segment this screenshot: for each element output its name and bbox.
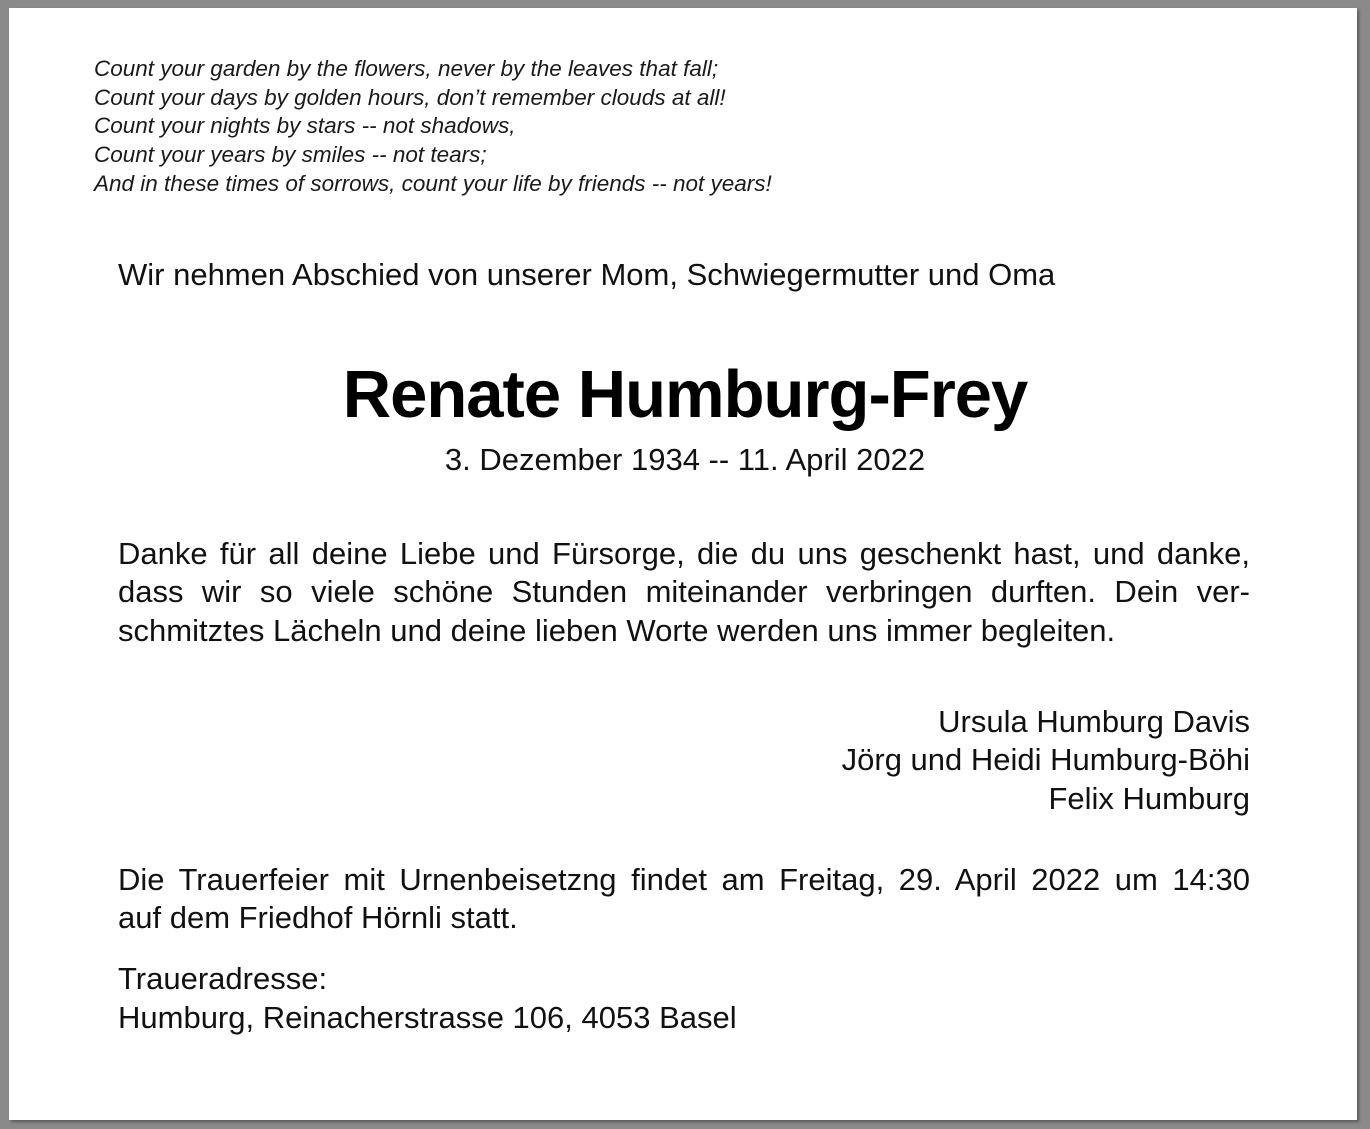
address-value: Humburg, Reinacherstrasse 106, 4053 Basel: [118, 1000, 737, 1035]
message-line: schmitztes Lächeln und deine lieben Worte werden uns immer begleiten.: [118, 612, 1116, 648]
message-line: Danke für all deine Liebe und Fürsorge, die du uns geschenkt hast, und danke,: [118, 536, 1250, 571]
intro-text: Wir nehmen Abschied von unserer Mom, Schwiegermutter und Oma: [118, 257, 1056, 292]
signer-name: Ursula Humburg Davis: [938, 704, 1250, 739]
deceased-name: Renate Humburg-Frey: [342, 357, 1028, 432]
signer-name: Felix Humburg: [1048, 780, 1250, 816]
farewell-message: [118, 535, 1250, 650]
service-line: auf dem Friedhof Hörnli statt.: [118, 900, 518, 936]
poem: [94, 55, 772, 199]
poem-line: Count your nights by stars -- not shadows,: [94, 113, 516, 139]
service-announcement: [118, 861, 1250, 938]
signers-list: [118, 703, 1250, 818]
service-line: Die Trauerfeier mit Urnenbeisetzng findet am Freitag, 29. April 2022 um 14:30: [118, 862, 1250, 897]
poem-line: Count your garden by the flowers, never by the leaves that fall;: [94, 56, 719, 81]
signer-name: Jörg und Heidi Humburg-Böhi: [841, 742, 1250, 778]
poem-line: Count your days by golden hours, don’t remember clouds at all!: [94, 84, 726, 110]
poem-line: Count your years by smiles -- not tears;: [94, 142, 487, 168]
life-dates: 3. Dezember 1934 -- 11. April 2022: [444, 442, 926, 477]
mourning-address: [118, 959, 737, 1037]
address-label: Traueradresse:: [118, 961, 328, 996]
poem-line: And in these times of sorrows, count your life by friends -- not years!: [94, 170, 772, 196]
message-line: dass wir so viele schöne Stunden miteinander verbringen durften. Dein ver-: [118, 574, 1250, 610]
obituary-page: [9, 8, 1357, 1120]
